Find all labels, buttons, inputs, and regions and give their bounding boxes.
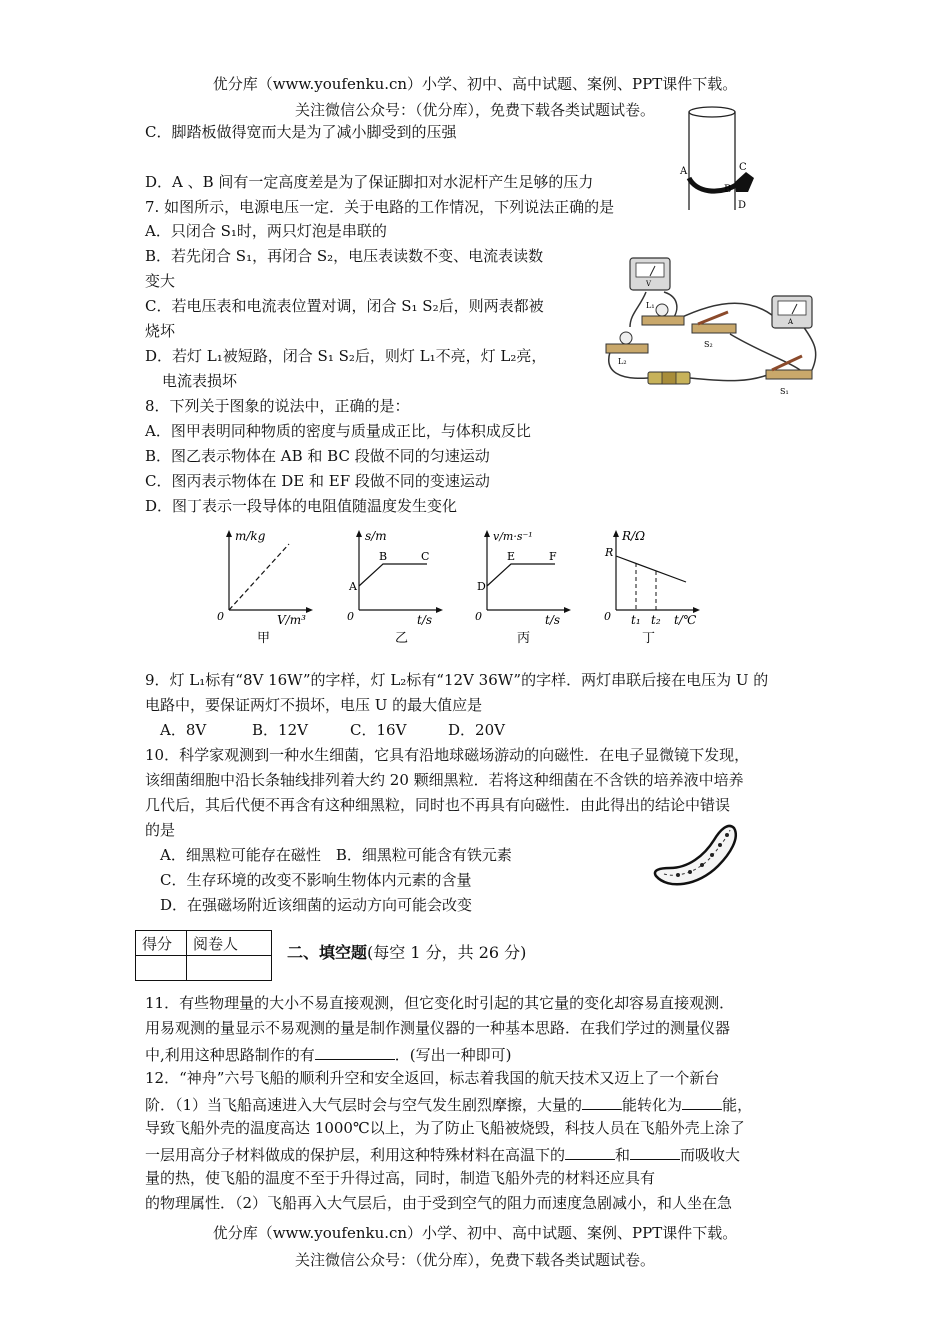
q10-option-ab: A．细黑粒可能存在磁性 B．细黑粒可能含有铁元素: [160, 846, 512, 864]
q11-line-3: [145, 1043, 512, 1065]
q7-option-b-line2: 变大: [145, 272, 176, 290]
graph-yi-origin: 0: [347, 610, 354, 623]
q12-blank-3[interactable]: [565, 1143, 615, 1160]
q8-option-c: C．图丙表示物体在 DE 和 EF 段做不同的变速运动: [145, 472, 490, 490]
figure-label-b: B: [724, 184, 732, 195]
graph-bing-xlabel: t/s: [545, 613, 561, 627]
graph-ding-origin: 0: [604, 610, 611, 623]
circuit-figure: [600, 252, 832, 400]
q10-option-c: C．生存环境的改变不影响生物体内元素的含量: [160, 871, 472, 889]
voltmeter-label: V: [646, 280, 652, 288]
q11-line-3a: 中,利用这种思路制作的有: [145, 1046, 315, 1064]
q9-line-2: 电路中，要保证两灯不损坏，电压 U 的最大值应是: [145, 696, 483, 714]
q8-option-d: D．图丁表示一段导体的电阻值随温度发生变化: [145, 497, 458, 515]
bacterium-figure: [648, 820, 746, 898]
q7-option-d-line2: 电流表损坏: [162, 372, 238, 390]
graph-yi-caption: 乙: [395, 631, 409, 646]
q7-option-d-line1: D．若灯 L₁被短路，闭合 S₁ S₂后，则灯 L₁不亮，灯 L₂亮，: [145, 347, 547, 365]
graph-bing-point-f: F: [549, 550, 557, 563]
q10-option-d: D．在强磁场附近该细菌的运动方向可能会改变: [160, 896, 473, 914]
footer-line-2: 关注微信公众号：（优分库），免费下载各类试题试卷。: [294, 1251, 655, 1269]
reviewer-label: 阅卷人: [187, 931, 272, 956]
graph-ding-t2: t₂: [651, 613, 661, 627]
q12-line-2a: 阶．（1）当飞船高速进入大气层时会与空气发生剧烈摩擦，大量的: [145, 1096, 583, 1114]
figure-label-a: A: [680, 166, 688, 177]
graph-jia-ylabel: m/kg: [235, 529, 266, 543]
q10-line-1: 10．科学家观测到一种水生细菌，它具有沿地球磁场游动的向磁性．在电子显微镜下发现，: [145, 746, 750, 764]
switch-s2-label: S₂: [704, 340, 713, 349]
q7-option-a: A．只闭合 S₁时，两只灯泡是串联的: [145, 222, 387, 240]
q12-line-4c: 而吸收大: [680, 1146, 741, 1164]
graph-yi: [345, 528, 445, 648]
graph-bing-point-d: D: [477, 580, 486, 593]
q12-line-2c: 能，: [722, 1096, 753, 1114]
graph-bing-caption: 丙: [517, 631, 531, 646]
score-cell[interactable]: [136, 956, 187, 981]
header-line-1: 优分库（www.youfenku.cn）小学、初中、高中试题、案例、PPT课件下载。: [212, 75, 738, 93]
q9-option-c: C．16V: [350, 721, 407, 739]
q10-line-4: 的是: [145, 821, 176, 839]
q11-line-3b: ．(写出一种即可): [394, 1046, 512, 1064]
graph-yi-xlabel: t/s: [417, 613, 433, 627]
graph-jia-caption: 甲: [257, 631, 271, 646]
q9-option-a: A．8V: [160, 721, 207, 739]
q11-line-1: 11．有些物理量的大小不易直接观测，但它变化时引起的其它量的变化却容易直接观测．: [145, 994, 735, 1012]
graph-jia: [215, 528, 315, 648]
q9-option-b: B．12V: [252, 721, 308, 739]
q8-option-b: B．图乙表示物体在 AB 和 BC 段做不同的匀速运动: [145, 447, 490, 465]
q6-option-d: D．A 、B 间有一定高度差是为了保证脚扣对水泥杆产生足够的压力: [145, 173, 594, 191]
graph-ding-xlabel: t/℃: [674, 613, 697, 627]
graph-yi-point-a: A: [349, 580, 357, 593]
q9-option-d: D．20V: [448, 721, 505, 739]
graph-yi-point-c: C: [421, 550, 430, 563]
q12-line-4b: 和: [615, 1146, 631, 1164]
graph-bing-point-e: E: [507, 550, 516, 563]
q12-line-4: [145, 1143, 740, 1165]
section2-title: 二、填空题: [287, 943, 368, 962]
q12-blank-2[interactable]: [682, 1093, 722, 1110]
q12-blank-4[interactable]: [630, 1143, 680, 1160]
q12-blank-1[interactable]: [582, 1093, 622, 1110]
lamp-l1-label: L₁: [646, 301, 655, 310]
graph-yi-ylabel: s/m: [365, 529, 387, 543]
switch-s1-label: S₁: [780, 387, 789, 396]
section2-note: (每空 1 分，共 26 分): [367, 943, 527, 962]
q12-line-3: 导致飞船外壳的温度高达 1000℃以上，为了防止飞船被烧毁，科技人员在飞船外壳上涂了: [145, 1119, 745, 1137]
section2-heading: [287, 943, 526, 963]
q7-option-c-line1: C．若电压表和电流表位置对调，闭合 S₁ S₂后，则两表都被: [145, 297, 544, 315]
q9-line-1: 9．灯 L₁标有“8V 16W”的字样，灯 L₂标有“12V 36W”的字样．两灯串联后接在电压为 U 的: [145, 671, 769, 689]
q8-option-a: A．图甲表明同种物质的密度与质量成正比，与体积成反比: [145, 422, 531, 440]
q10-line-2: 该细菌细胞中沿长条轴线排列着大约 20 颗细黑粒．若将这种细菌在不含铁的培养液中培养: [145, 771, 744, 789]
graph-ding-ylabel: R/Ω: [622, 529, 646, 543]
figure-label-c: C: [739, 162, 747, 173]
figure-label-d: D: [738, 200, 747, 211]
q7-stem: 7. 如图所示，电源电压一定．关于电路的工作情况，下列说法正确的是: [145, 198, 615, 216]
q12-line-1: 12．“神舟”六号飞船的顺利升空和安全返回，标志着我国的航天技术又迈上了一个新台: [145, 1069, 720, 1087]
graph-ding-caption: 丁: [642, 631, 656, 646]
q10-line-3: 几代后，其后代便不再含有这种细黑粒，同时也不再具有向磁性．由此得出的结论中错误: [145, 796, 731, 814]
score-table: [135, 930, 272, 981]
q12-line-5: 量的热，使飞船的温度不至于升得过高，同时，制造飞船外壳的材料还应具有: [145, 1169, 656, 1187]
reviewer-cell[interactable]: [187, 956, 272, 981]
graph-bing: [473, 528, 573, 648]
q12-line-6: 的物理属性．（2）飞船再入大气层后，由于受到空气的阻力而速度急剧减小，和人坐在急: [145, 1194, 733, 1212]
q6-option-c: C．脚踏板做得宽而大是为了减小脚受到的压强: [145, 123, 457, 141]
ammeter-label: A: [788, 318, 794, 326]
footer-line-1: 优分库（www.youfenku.cn）小学、初中、高中试题、案例、PPT课件下载。: [212, 1224, 738, 1242]
graph-yi-point-b: B: [379, 550, 388, 563]
graph-bing-origin: 0: [475, 610, 482, 623]
q7-option-c-line2: 烧坏: [145, 322, 176, 340]
q11-line-2: 用易观测的量显示不易观测的量是制作测量仪器的一种基本思路．在我们学过的测量仪器: [145, 1019, 731, 1037]
score-label: 得分: [136, 931, 187, 956]
pole-climbing-figure: [676, 100, 766, 218]
graph-ding-t1: t₁: [631, 613, 641, 627]
header-line-2: 关注微信公众号：（优分库），免费下载各类试题试卷。: [294, 101, 655, 119]
graph-ding: [602, 528, 712, 648]
q8-stem: 8．下列关于图象的说法中，正确的是：: [145, 397, 410, 415]
q11-answer-blank[interactable]: [315, 1043, 395, 1060]
graph-bing-ylabel: v/m·s⁻¹: [493, 530, 533, 543]
q12-line-2b: 能转化为: [622, 1096, 683, 1114]
lamp-l2-label: L₂: [618, 357, 627, 366]
graph-jia-xlabel: V/m³: [277, 613, 306, 627]
q7-option-b-line1: B．若先闭合 S₁，再闭合 S₂，电压表读数不变、电流表读数: [145, 247, 544, 265]
q12-line-2: [145, 1093, 752, 1115]
graph-ding-r-mark: R: [605, 546, 614, 559]
graph-jia-origin: 0: [217, 610, 224, 623]
q12-line-4a: 一层用高分子材料做成的保护层，利用这种特殊材料在高温下的: [145, 1146, 566, 1164]
